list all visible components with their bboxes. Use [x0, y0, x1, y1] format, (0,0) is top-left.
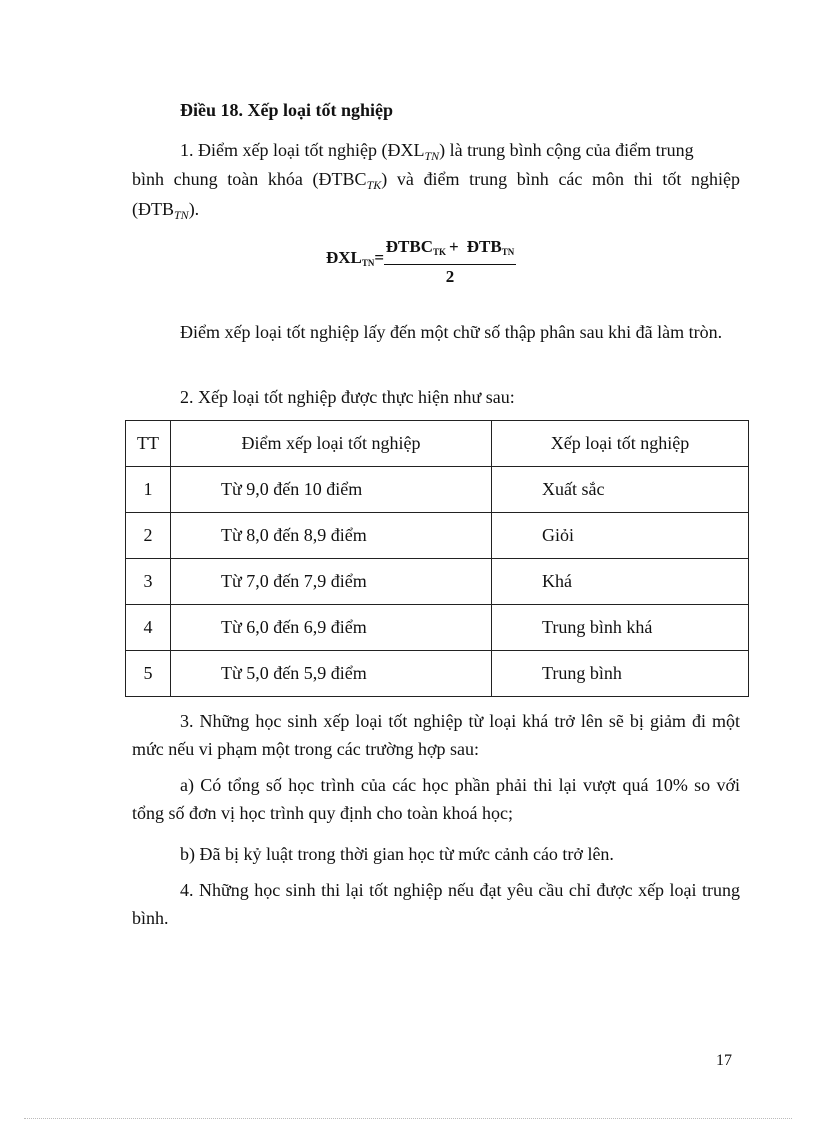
table-row: [126, 513, 749, 559]
formula-num-a: ĐTBC: [385, 237, 434, 256]
row-rank: Khá: [492, 559, 749, 605]
para1-line2-sub: TK: [366, 178, 382, 192]
para1-line3-a: (ĐTB: [132, 199, 174, 219]
table-row: [126, 605, 749, 651]
table-header-row: [126, 421, 749, 467]
table-row: [126, 559, 749, 605]
header-tt: TT: [126, 421, 171, 467]
formula-num-b-sub: TN: [501, 247, 515, 257]
para1-line2-b: ) và điểm trung bình các môn thi tốt nghiệp: [381, 169, 740, 189]
formula-plus: +: [449, 237, 459, 256]
para3a: a) Có tổng số học trình của các học phần phải thi lại vượt quá 10% so với tổng số đơn vị học trình quy định cho toàn khoá học;: [132, 775, 740, 823]
para1-line3-b: ).: [188, 199, 200, 219]
para2: 2. Xếp loại tốt nghiệp được thực hiện như sau:: [180, 387, 515, 407]
formula-lhs: [326, 248, 384, 268]
para3b: b) Đã bị kỷ luật trong thời gian học từ mức cảnh cáo trở lên.: [180, 844, 614, 864]
row-score-range: Từ 9,0 đến 10 điểm: [171, 467, 492, 513]
row-rank: Xuất sắc: [492, 467, 749, 513]
row-score-range: Từ 7,0 đến 7,9 điểm: [171, 559, 492, 605]
row-tt: 2: [126, 513, 171, 559]
table-row: [126, 651, 749, 697]
row-score-range: Từ 6,0 đến 6,9 điểm: [171, 605, 492, 651]
row-rank: Giỏi: [492, 513, 749, 559]
para1-line3: [132, 198, 199, 220]
formula-fraction: [384, 236, 516, 287]
formula-num-a-sub: TK: [433, 247, 447, 257]
para1-line1-sub: TN: [424, 149, 440, 163]
formula-fraction-bar: [384, 264, 516, 265]
page-number: 17: [716, 1052, 732, 1069]
para-rounding: Điểm xếp loại tốt nghiệp lấy đến một chữ số thập phân sau khi đã làm tròn.: [180, 322, 723, 342]
para4: 4. Những học sinh thi lại tốt nghiệp nếu đạt yêu cầu chỉ được xếp loại trung bình.: [132, 880, 740, 928]
formula-equals: =: [374, 248, 385, 267]
formula-num-b: ĐTB: [466, 237, 502, 256]
para1-line1-b: ) là trung bình cộng của điểm trung: [439, 140, 694, 160]
page-bottom-divider: [24, 1118, 792, 1119]
row-tt: 1: [126, 467, 171, 513]
formula-denominator: 2: [445, 267, 455, 286]
row-tt: 3: [126, 559, 171, 605]
row-score-range: Từ 8,0 đến 8,9 điểm: [171, 513, 492, 559]
row-score-range: Từ 5,0 đến 5,9 điểm: [171, 651, 492, 697]
formula-numerator: [384, 236, 516, 263]
para1-line1-a: 1. Điểm xếp loại tốt nghiệp (ĐXL: [180, 140, 425, 160]
grading-table: [125, 420, 749, 697]
table-row: [126, 467, 749, 513]
formula-lhs-sub: TN: [361, 258, 375, 268]
row-rank: Trung bình khá: [492, 605, 749, 651]
para1-line1: [180, 139, 694, 161]
header-rank: Xếp loại tốt nghiệp: [492, 421, 749, 467]
header-score-range: Điểm xếp loại tốt nghiệp: [171, 421, 492, 467]
row-rank: Trung bình: [492, 651, 749, 697]
para3: 3. Những học sinh xếp loại tốt nghiệp từ loại khá trở lên sẽ bị giảm đi một mức nếu vi phạm một trong các trường hợp sau:: [132, 711, 740, 759]
article-heading: Điều 18. Xếp loại tốt nghiệp: [180, 100, 394, 120]
formula-lhs-text: ĐXL: [326, 248, 362, 267]
row-tt: 4: [126, 605, 171, 651]
para1-line3-sub: TN: [174, 208, 189, 222]
row-tt: 5: [126, 651, 171, 697]
para1-line2: [132, 168, 740, 190]
para1-line2-a: bình chung toàn khóa (ĐTBC: [132, 169, 367, 189]
